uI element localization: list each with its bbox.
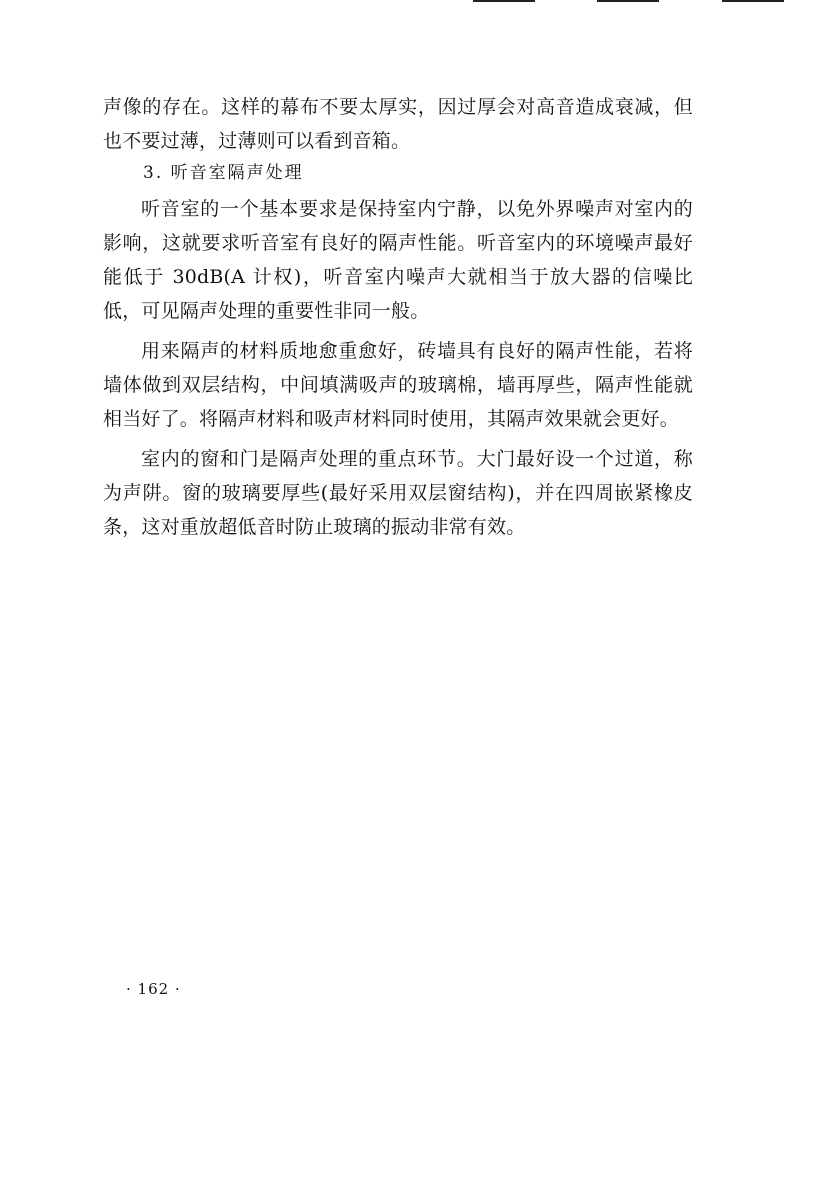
paragraph-windows-doors: 室内的窗和门是隔声处理的重点环节。大门最好设一个过道，称为声阱。窗的玻璃要厚些(最好采用双层窗结构)，并在四周嵌紧橡皮条，这对重放超低音时防止玻璃的振动非常有效。 [103, 448, 693, 538]
paragraph-insulation-materials: 用来隔声的材料质地愈重愈好，砖墙具有良好的隔声性能，若将墙体做到双层结构，中间填满吸声的玻璃棉，墙再厚些，隔声性能就相当好了。将隔声材料和吸声材料同时使用，其隔声效果就会更好。 [103, 340, 693, 430]
header-rule-middle [597, 0, 659, 2]
header-rule-right [722, 0, 784, 2]
section-heading: 3. 听音室隔声处理 [143, 163, 304, 183]
paragraph-quiet-requirement: 听音室的一个基本要求是保持室内宁静，以免外界噪声对室内的影响，这就要求听音室有良好的隔声性能。听音室内的环境噪声最好能低于 30dB(A 计权)，听音室内噪声大就相当于放大器的信噪比低，可见隔声处理的重要性非同一般。 [103, 198, 693, 322]
page-number: · 162 · [126, 980, 181, 998]
page-body [103, 90, 693, 544]
paragraph-continuation: 声像的存在。这样的幕布不要太厚实，因过厚会对高音造成衰减，但也不要过薄，过薄则可以看到音箱。 [103, 96, 693, 152]
header-rule-left [473, 0, 535, 2]
